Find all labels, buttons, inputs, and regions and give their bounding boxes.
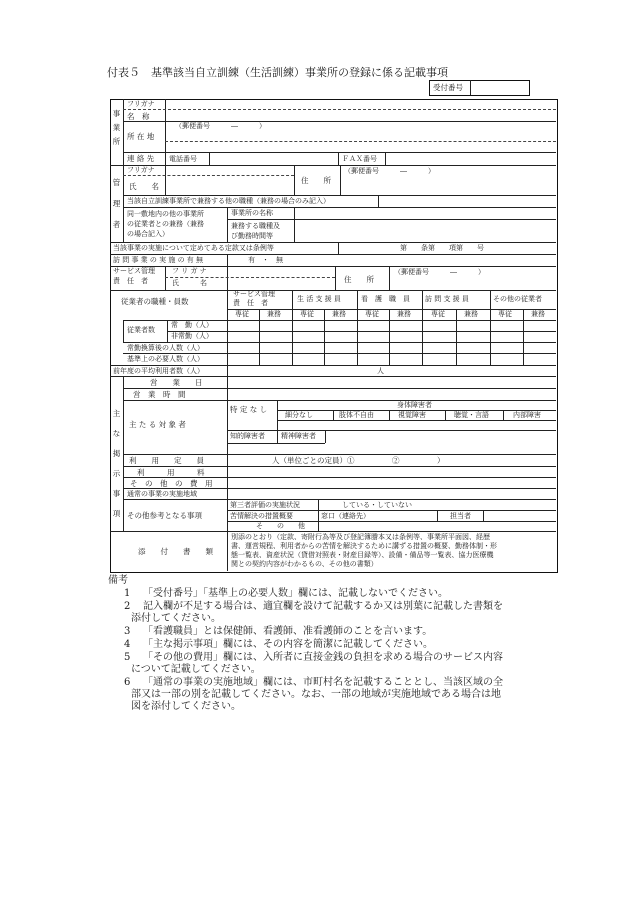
sub-visit-full: 専従 [431, 310, 445, 318]
sm-address-field[interactable] [391, 278, 552, 289]
attachments-line-3: 態一覧表、資産状況（貸借対照表・財産目録等）、設備・備品等一覧表、協力医療機 [231, 551, 494, 559]
office-address-label: 所 在 地 [127, 132, 155, 141]
office-address-field[interactable] [167, 131, 552, 151]
service-manager-label-1: サービス管理 [113, 267, 155, 275]
manager-name-label: 氏 名 [129, 182, 159, 191]
staff-required-label: 基準上の必要人数（人） [127, 355, 204, 363]
reference-label: その他参考となる事項 [127, 511, 202, 520]
manager-postal: （郵便番号 ― ） [344, 167, 435, 175]
note-num: 4 [124, 639, 131, 650]
note-num: 6 [124, 677, 131, 688]
sm-address-label: 住 所 [344, 275, 374, 284]
other-office-name-label: 事業所の名称 [231, 209, 273, 217]
regulation-label: 当該事業の実施について定めてある定款又は条例等 [113, 244, 274, 252]
note-line: 「主な掲示事項」欄には、その内容を簡潔に記載してください。 [143, 639, 433, 650]
target-visual[interactable]: 視覚障害 [398, 411, 426, 419]
fee-field[interactable] [229, 467, 552, 476]
manager-concurrent-label: 当該自立訓練事業所で兼務する他の職種（兼務の場合のみ記入） [127, 197, 330, 205]
office-name-field[interactable] [167, 110, 552, 120]
note-line: 図を添付してください。 [131, 701, 241, 712]
visit-label: 訪 問 事 業 の 実 施 の 有 無 [113, 256, 204, 264]
sub-other-full: 専従 [498, 310, 512, 318]
avg-users-unit: 人 [377, 367, 384, 375]
staff-col-nurse: 看 護 職 員 [361, 295, 410, 303]
form-title: 付表５ 基準該当自立訓練（生活訓練）事業所の登録に係る記載事項 [107, 66, 448, 79]
complaint-window: 窓口（連絡先） [321, 512, 370, 520]
attachments-label: 添 付 書 類 [138, 547, 213, 556]
office-tel-label: 電話番号 [169, 155, 197, 163]
posted-section-label: 主な掲示事項 [112, 409, 121, 518]
staff-col-sm-2: 責 任 者 [233, 299, 268, 307]
sm-postal: （郵便番号 ― ） [394, 268, 485, 276]
staff-col-other: その他の従業者 [493, 295, 542, 303]
attachments-line-4: 関との契約内容がわかるもの、その他の書類） [231, 560, 378, 568]
note-line: 「看護職員」とは保健師、看護師、准看護師のことを言います。 [143, 626, 433, 637]
sub-nurse-part: 兼務 [397, 310, 411, 318]
other-cost-label: そ の 他 の 費 用 [130, 479, 213, 488]
manager-concurrent-field[interactable] [379, 196, 552, 206]
office-fax-label: ＦＡＸ番号 [342, 155, 377, 163]
staff-header-label: 従業者の職種・員数 [121, 297, 189, 306]
note-num: 5 [124, 652, 131, 663]
other-office-label-3: の場合記入） [127, 230, 169, 238]
capacity-value: 人（単位ごとの定員）① ② ） [272, 456, 445, 465]
other-cost-field[interactable] [229, 478, 552, 487]
complaint-person: 担当者 [450, 512, 471, 520]
hours-field[interactable] [229, 389, 552, 399]
note-line: 「その他の費用」欄には、入所者に直接金銭の負担を求める場合のサービス内容 [143, 652, 503, 663]
hours-label: 営 業 時 間 [133, 390, 186, 399]
regulation-article: 第 条第 項第 号 [400, 244, 484, 252]
manager-section-label: 管理者 [112, 178, 121, 229]
note-line: 記入欄が不足する場合は、適宜欄を設けて記載するか又は別葉に記載した書類を [143, 601, 503, 612]
note-num: 1 [124, 588, 131, 599]
other-label: そ の 他 [256, 522, 305, 530]
other-office-label-1: 同一敷地内の他の事業所 [127, 210, 204, 218]
attachments-line-2: 書、運営規程、利用者からの苦情を解決するために講ずる措置の概要、勤務体制・形 [231, 542, 497, 550]
sub-nurse-full: 専従 [365, 310, 379, 318]
fee-label: 利 用 料 [137, 468, 205, 477]
staff-fte-label: 常勤換算後の人数（人） [127, 344, 204, 352]
office-fax-field[interactable] [386, 153, 552, 164]
other-office-duty-field[interactable] [296, 220, 552, 241]
target-mental[interactable]: 精神障害者 [281, 432, 316, 440]
notes-heading: 備考 [108, 575, 128, 586]
staff-col-visit: 訪 問 支 援 員 [425, 295, 469, 303]
sub-sm-full: 専従 [235, 310, 249, 318]
office-name-label: 名 称 [127, 112, 150, 121]
sub-life-full: 専従 [300, 310, 314, 318]
office-furigana-label: フリガナ [127, 100, 155, 108]
sub-sm-part: 兼務 [267, 310, 281, 318]
manager-address-field[interactable] [342, 176, 552, 194]
staff-col-life: 生 活 支 援 員 [297, 295, 341, 303]
other-office-label-2: の従業者との兼務（兼務 [127, 220, 204, 228]
other-office-name-field[interactable] [296, 208, 552, 218]
service-manager-label-2: 責 任 者 [113, 277, 148, 285]
target-hearing[interactable]: 聴覚・言語 [454, 411, 489, 419]
target-limb[interactable]: 肢体不自由 [339, 411, 374, 419]
note-num: 2 [124, 601, 131, 612]
manager-furigana-label: フリガナ [127, 166, 155, 174]
note-line: 添付してください。 [131, 613, 221, 624]
capacity-label: 利 用 定 員 [129, 456, 204, 465]
area-field[interactable] [229, 489, 552, 498]
sub-visit-part: 兼務 [464, 310, 478, 318]
office-postal: （郵便番号 ― ） [175, 122, 266, 130]
visit-value[interactable]: 有 ・ 無 [248, 256, 283, 264]
third-party-label: 第三者評価の実施状況 [230, 501, 300, 509]
sub-life-part: 兼務 [332, 310, 346, 318]
area-label: 通常の事業の実施地域 [127, 490, 197, 498]
note-line: について記載してください。 [131, 664, 261, 675]
note-line: 「通常の事業の実施地域」欄には、市町村名を記載することとし、当該区域の全 [143, 677, 503, 688]
office-section-label: 事業所 [112, 109, 121, 146]
sm-name-field[interactable] [229, 278, 334, 289]
receipt-number-field[interactable] [471, 81, 527, 94]
avg-users-label: 前年度の平均利用者数（人） [113, 367, 204, 375]
staff-part-label: 非常勤（人） [171, 332, 213, 340]
staff-full-label: 常 勤（人） [171, 321, 213, 329]
third-party-value[interactable]: している・していない [342, 501, 412, 509]
note-line: 部又は一部の別を記載してください。なお、一部の地域が実施地域である場合は地 [131, 689, 501, 700]
open-days-label: 営 業 日 [150, 378, 203, 387]
target-internal[interactable]: 内部障害 [513, 411, 541, 419]
staff-count-label: 従業者数 [127, 326, 155, 334]
manager-address-label: 住 所 [301, 176, 331, 185]
target-intellectual[interactable]: 知的障害者 [230, 432, 265, 440]
sub-other-part: 兼務 [531, 310, 545, 318]
target-physical-label: 身体障害者 [397, 401, 432, 409]
office-contact-label: 連 絡 先 [127, 154, 155, 163]
target-no-subdivision[interactable]: 細分なし [285, 411, 313, 419]
target-label: 主 た る 対 象 者 [129, 420, 186, 429]
staff-col-sm-1: サービス管理 [233, 290, 275, 298]
other-office-duty-label-1: 兼務する職種及 [231, 222, 280, 230]
office-tel-field[interactable] [210, 153, 337, 164]
attachments-line-1: 別添のとおり（定款、寄附行為等及び登記簿謄本又は条例等、事業所平面図、経歴 [231, 533, 490, 541]
target-none[interactable]: 特 定 な し [230, 405, 268, 414]
sm-furigana-label: フ リ ガ ナ [172, 267, 207, 275]
open-days-field[interactable] [229, 377, 552, 387]
note-line: 「受付番号」「基準上の必要人数」欄には、記載しないでください。 [143, 588, 448, 599]
note-num: 3 [124, 626, 131, 637]
other-office-duty-label-2: び勤務時間等 [231, 232, 273, 240]
sm-name-label: 氏 名 [172, 279, 207, 287]
complaint-label: 苦情解決の措置概要 [230, 512, 293, 520]
avg-users-field[interactable] [229, 366, 369, 375]
receipt-number-label: 受付番号 [433, 83, 463, 92]
manager-name-field[interactable] [167, 176, 292, 194]
other-field[interactable] [320, 522, 552, 530]
